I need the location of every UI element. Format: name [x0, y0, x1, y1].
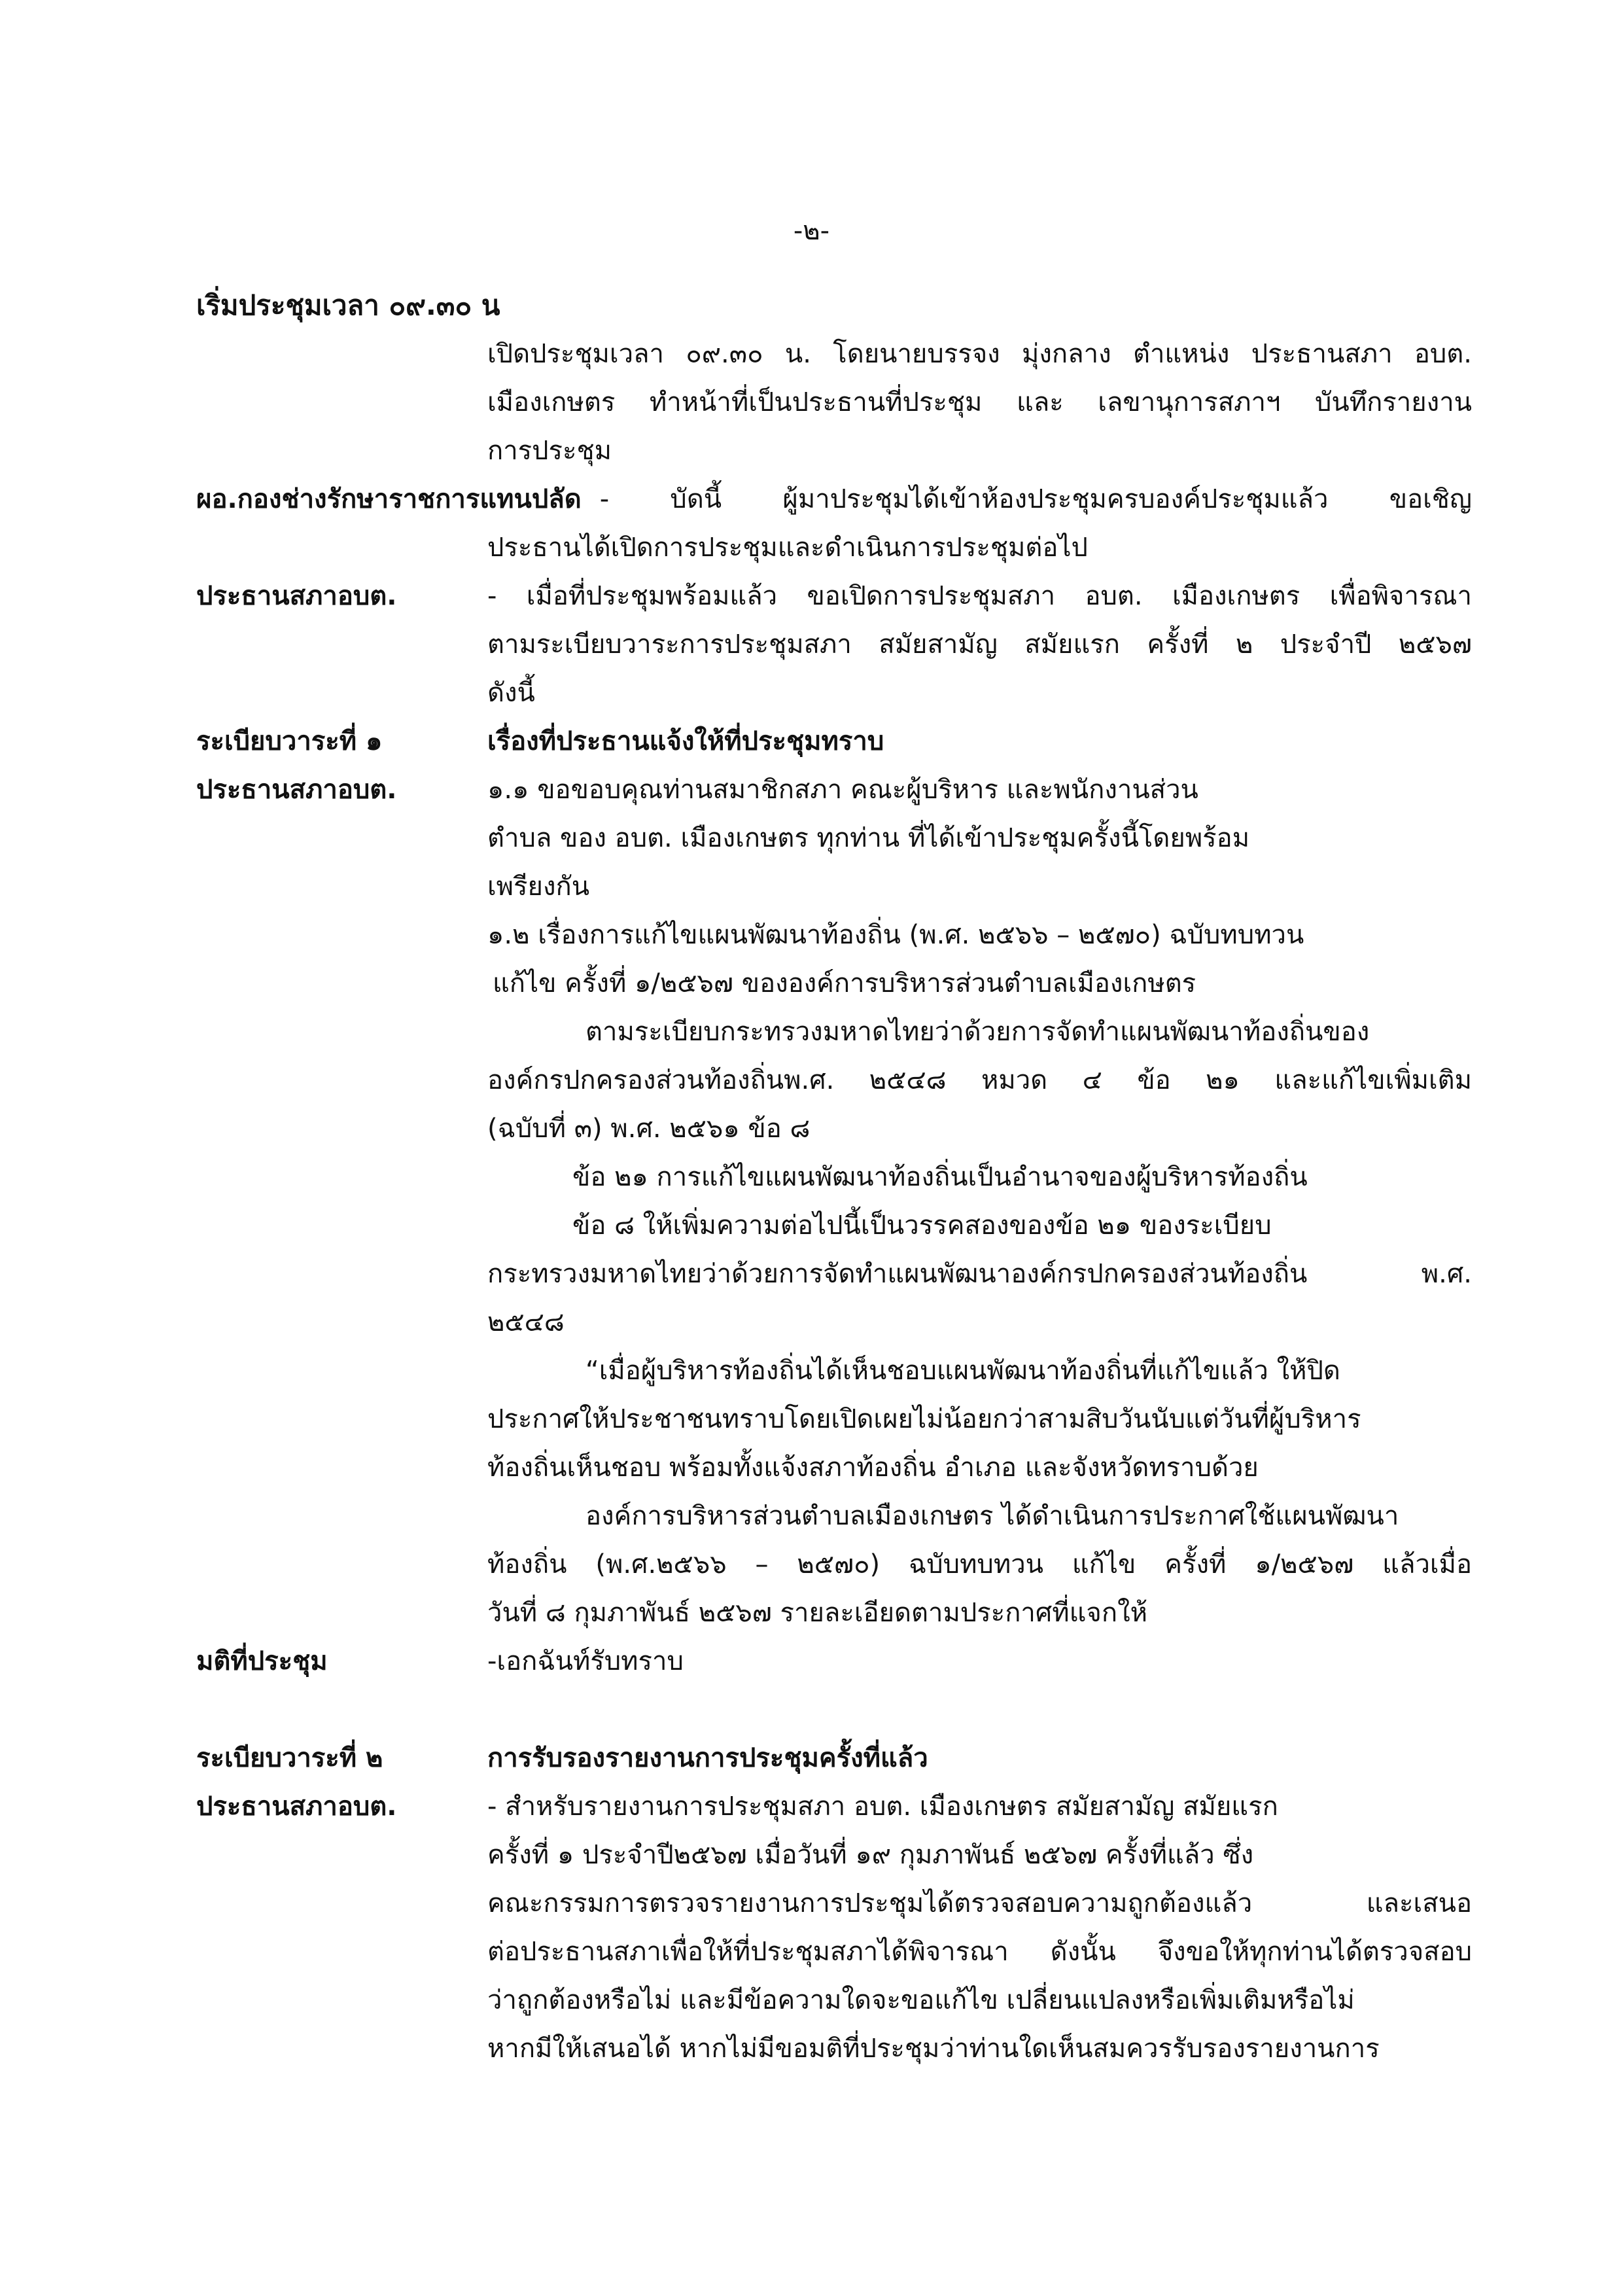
agenda-title: การรับรองรายงานการประชุมครั้งที่แล้ว	[487, 1743, 928, 1773]
statement-line: - บัดนี้ ผู้มาประชุมได้เข้าห้องประชุมครบองค์ประชุมแล้ว ขอเชิญ	[599, 484, 1472, 514]
agenda-2-body	[196, 1782, 1472, 2073]
item-1-1-line: เพรียงกัน	[487, 872, 590, 902]
item-1-2-line: ๑.๒ เรื่องการแก้ไขแผนพัฒนาท้องถิ่น (พ.ศ. ๒๕๖๖ – ๒๕๗๐) ฉบับทบทวน	[487, 920, 1304, 950]
agenda-2-line: คณะกรรมการตรวจรายงานการประชุมได้ตรวจสอบความถูกต้องแล้ว และเสนอ	[487, 1888, 1472, 1918]
agenda-2-line: - สำหรับรายงานการประชุมสภา อบต. เมืองเกษตร สมัยสามัญ สมัยแรก	[487, 1792, 1278, 1822]
agenda-1-heading	[196, 717, 1472, 766]
regulation-line: (ฉบับที่ ๓) พ.ศ. ๒๕๖๑ ข้อ ๘	[487, 1114, 811, 1144]
agenda-label: ระเบียบวาระที่ ๒	[196, 1743, 383, 1773]
agenda-2-line: ครั้งที่ ๑ ประจำปี๒๕๖๗ เมื่อวันที่ ๑๙ กุมภาพันธ์ ๒๕๖๗ ครั้งที่แล้ว ซึ่ง	[487, 1840, 1254, 1870]
chair-opening	[196, 572, 1472, 717]
opening-section	[196, 330, 1472, 475]
announcement-line: ท้องถิ่น (พ.ศ.๒๕๖๖ – ๒๕๗๐) ฉบับทบทวน แก้ไข ครั้งที่ ๑/๒๕๖๗ แล้วเมื่อ	[487, 1549, 1472, 1580]
statement-line: ตามระเบียบวาระการประชุมสภา สมัยสามัญ สมัยแรก ครั้งที่ ๒ ประจำปี ๒๕๖๗	[487, 629, 1472, 660]
opening-line: เมืองเกษตร ทำหน้าที่เป็นประธานที่ประชุม และ เลขานุการสภาฯ บันทึกรายงาน	[487, 387, 1472, 417]
resolution-text: -เอกฉันท์รับทราบ	[487, 1646, 684, 1676]
opening-line: เปิดประชุมเวลา ๐๙.๓๐ น. โดยนายบรรจง มุ่งกลาง ตำแหน่ง ประธานสภา อบต.	[487, 339, 1472, 369]
section-spacer	[196, 1686, 1472, 1734]
agenda-2-line: ต่อประธานสภาเพื่อให้ที่ประชุมสภาได้พิจารณา ดังนั้น จึงขอให้ทุกท่านได้ตรวจสอบ	[487, 1937, 1472, 1967]
resolution-label: มติที่ประชุม	[196, 1646, 328, 1676]
clause-8-line: ๒๕๔๘	[487, 1307, 565, 1337]
clause-21-line: ข้อ ๒๑ การแก้ไขแผนพัฒนาท้องถิ่นเป็นอำนาจของผู้บริหารท้องถิ่น	[572, 1162, 1308, 1192]
agenda-2-line: ว่าถูกต้องหรือไม่ และมีข้อความใดจะขอแก้ไข เปลี่ยนแปลงหรือเพิ่มเติมหรือไม่	[487, 1985, 1355, 2015]
chair-opening-text	[487, 572, 1472, 717]
statement-line: ดังนี้	[487, 678, 535, 708]
agenda-2-text	[487, 1782, 1472, 2073]
agenda-title-wrap	[487, 1734, 1472, 1782]
statement-line: ประธานได้เปิดการประชุมและดำเนินการประชุมต่อไป	[487, 533, 1088, 563]
item-1-2-line: แก้ไข ครั้งที่ ๑/๒๕๖๗ ขององค์การบริหารส่วนตำบลเมืองเกษตร	[493, 968, 1196, 998]
page-number: -๒-	[793, 216, 830, 246]
agenda-label: ระเบียบวาระที่ ๑	[196, 726, 383, 756]
quote-line: ท้องถิ่นเห็นชอบ พร้อมทั้งแจ้งสภาท้องถิ่น อำเภอ และจังหวัดทราบด้วย	[487, 1453, 1259, 1483]
agenda-2-heading	[196, 1734, 1472, 1782]
speaker-label: ประธานสภาอบต.	[196, 581, 397, 611]
agenda-2-line: หากมีให้เสนอได้ หากไม่มีขอมติที่ประชุมว่าท่านใดเห็นสมควรรับรองรายงานการ	[487, 2034, 1380, 2064]
agenda-title: เรื่องที่ประธานแจ้งให้ที่ประชุมทราบ	[487, 726, 884, 756]
item-1-1-line: ๑.๑ ขอขอบคุณท่านสมาชิกสภา คณะผู้บริหาร และพนักงานส่วน	[487, 775, 1198, 805]
resolution-wrap	[487, 1637, 1472, 1686]
agenda-title-wrap	[487, 717, 1472, 766]
director-statement-continuation	[487, 523, 1472, 572]
clause-8-line: ข้อ ๘ ให้เพิ่มความต่อไปนี้เป็นวรรคสองของข้อ ๒๑ ของระเบียบ	[572, 1210, 1272, 1241]
speaker-label: ประธานสภาอบต.	[196, 775, 397, 805]
quote-line: ประกาศให้ประชาชนทราบโดยเปิดเผยไม่น้อยกว่าสามสิบวันนับแต่วันที่ผู้บริหาร	[487, 1404, 1361, 1434]
speaker-label: ผอ.กองช่างรักษาราชการแทนปลัด	[196, 484, 582, 514]
meeting-minutes-body	[196, 281, 1472, 2073]
announcement-line: องค์การบริหารส่วนตำบลเมืองเกษตร ได้ดำเนินการประกาศใช้แผนพัฒนา	[585, 1501, 1399, 1531]
director-statement	[196, 475, 1472, 572]
agenda-1-resolution	[196, 1637, 1472, 1686]
regulation-line: องค์กรปกครองส่วนท้องถิ่นพ.ศ. ๒๕๔๘ หมวด ๔ ข้อ ๒๑ และแก้ไขเพิ่มเติม	[487, 1065, 1472, 1095]
opening-text	[487, 330, 1472, 475]
item-1-1-line: ตำบล ของ อบต. เมืองเกษตร ทุกท่าน ที่ได้เข้าประชุมครั้งนี้โดยพร้อม	[487, 823, 1250, 853]
meeting-start-heading: เริ่มประชุมเวลา ๐๙.๓๐ น	[196, 289, 500, 321]
agenda-1-text	[487, 766, 1472, 1637]
announcement-line: วันที่ ๘ กุมภาพันธ์ ๒๕๖๗ รายละเอียดตามประกาศที่แจกให้	[487, 1598, 1147, 1628]
clause-8-line: กระทรวงมหาดไทยว่าด้วยการจัดทำแผนพัฒนาองค์กรปกครองส่วนท้องถิ่น พ.ศ.	[487, 1259, 1472, 1289]
regulation-line: ตามระเบียบกระทรวงมหาดไทยว่าด้วยการจัดทำแผนพัฒนาท้องถิ่นของ	[585, 1017, 1370, 1047]
director-statement-first-line	[196, 475, 1472, 523]
statement-line: - เมื่อที่ประชุมพร้อมแล้ว ขอเปิดการประชุมสภา อบต. เมืองเกษตร เพื่อพิจารณา	[487, 581, 1472, 611]
agenda-1-body	[196, 766, 1472, 1637]
quote-line: “เมื่อผู้บริหารท้องถิ่นได้เห็นชอบแผนพัฒนาท้องถิ่นที่แก้ไขแล้ว ให้ปิด	[585, 1356, 1340, 1386]
speaker-label: ประธานสภาอบต.	[196, 1792, 397, 1822]
opening-line: การประชุม	[487, 436, 612, 466]
